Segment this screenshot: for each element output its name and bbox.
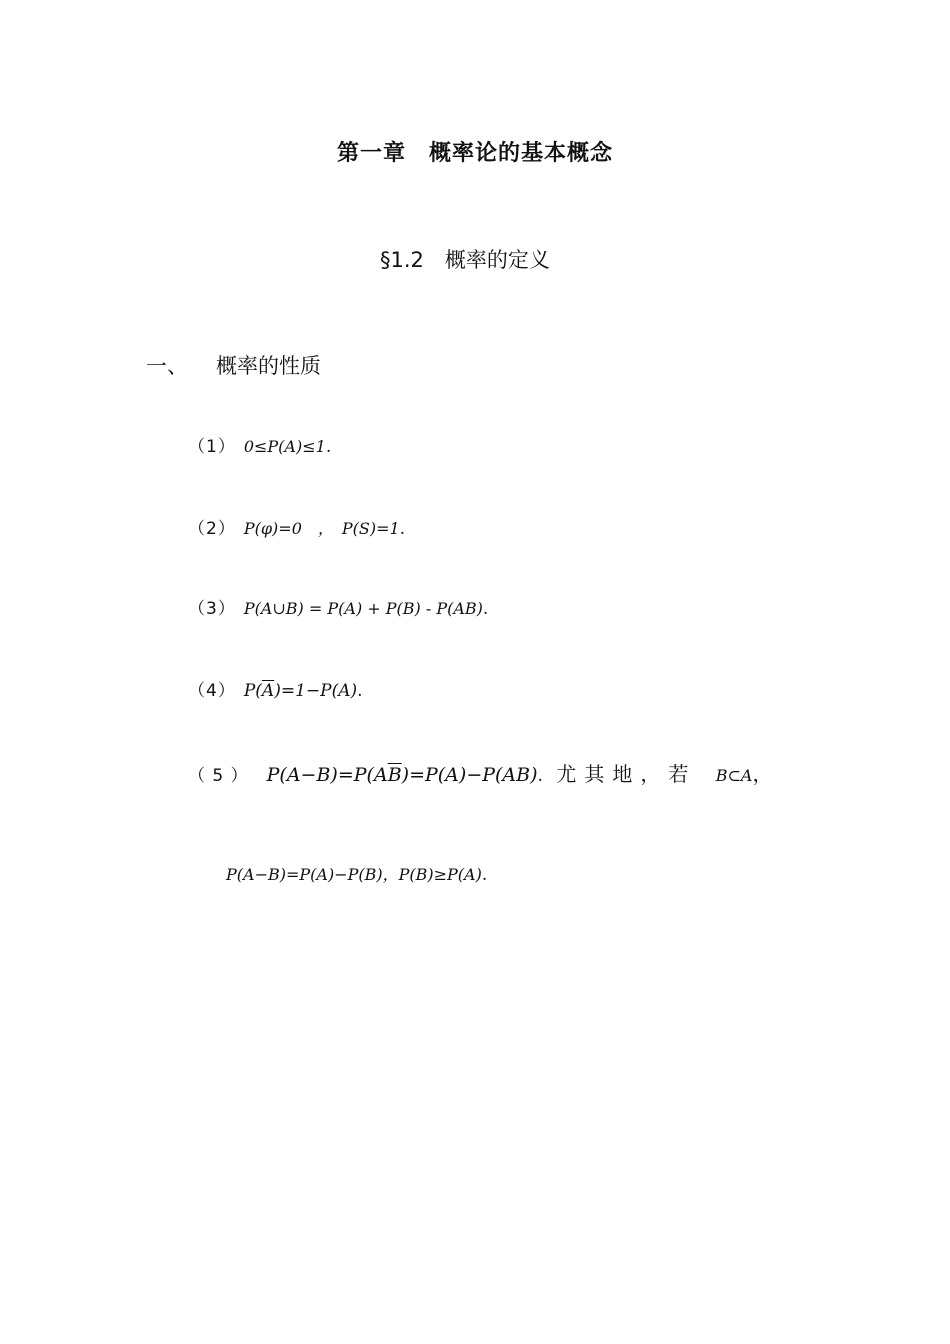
formula-part: )=1−P(A) (274, 681, 358, 701)
complement-symbol: $\overline{A}$ (261, 681, 275, 701)
formula-end: . (537, 766, 543, 786)
formula-end: . (481, 865, 488, 885)
property-formula: 0≤P(A)≤1 (243, 437, 326, 456)
condition-comma: ， (752, 762, 781, 786)
property-3 (188, 594, 488, 619)
formula-end: . (325, 437, 332, 457)
formula-end: . (399, 519, 406, 539)
subsection-number: 一、 (146, 354, 188, 378)
formula-end: . (482, 599, 489, 619)
property-label: （2） (188, 519, 236, 539)
property-label: （3） (188, 599, 236, 619)
formula-part: P( (243, 681, 262, 701)
property-label: （4） (188, 681, 236, 701)
property-5 (188, 758, 780, 787)
property-2 (188, 514, 405, 539)
property-formula (244, 681, 357, 701)
property-text: 尤其地，若 (556, 762, 697, 786)
formula-part: )=P(A)−P(AB) (401, 764, 538, 786)
section-title: §1.2 概率的定义 (380, 248, 550, 272)
property-label: （1） (188, 437, 236, 457)
property-formula: P(φ)=0 ， P(S)=1 (243, 519, 400, 538)
formula-end: . (357, 681, 363, 701)
continuation-formula: P(A−B)=P(A)−P(B)，P(B)≥P(A) (226, 865, 482, 884)
property-5-continuation (226, 862, 487, 885)
subsection-heading (146, 350, 321, 380)
property-label: （ 5 ） (188, 766, 249, 786)
subsection-title: 概率的性质 (216, 354, 321, 378)
property-4 (188, 676, 363, 701)
property-formula (267, 764, 538, 786)
property-1 (188, 432, 331, 457)
formula-part: P(A−B)=P(A (266, 764, 388, 786)
condition-formula: B⊂A (715, 766, 753, 785)
property-formula: P(A∪B) = P(A) + P(B) - P(AB) (243, 599, 483, 618)
chapter-title: 第一章 概率论的基本概念 (336, 141, 613, 166)
complement-symbol: $\overline{B}$ (387, 764, 402, 786)
